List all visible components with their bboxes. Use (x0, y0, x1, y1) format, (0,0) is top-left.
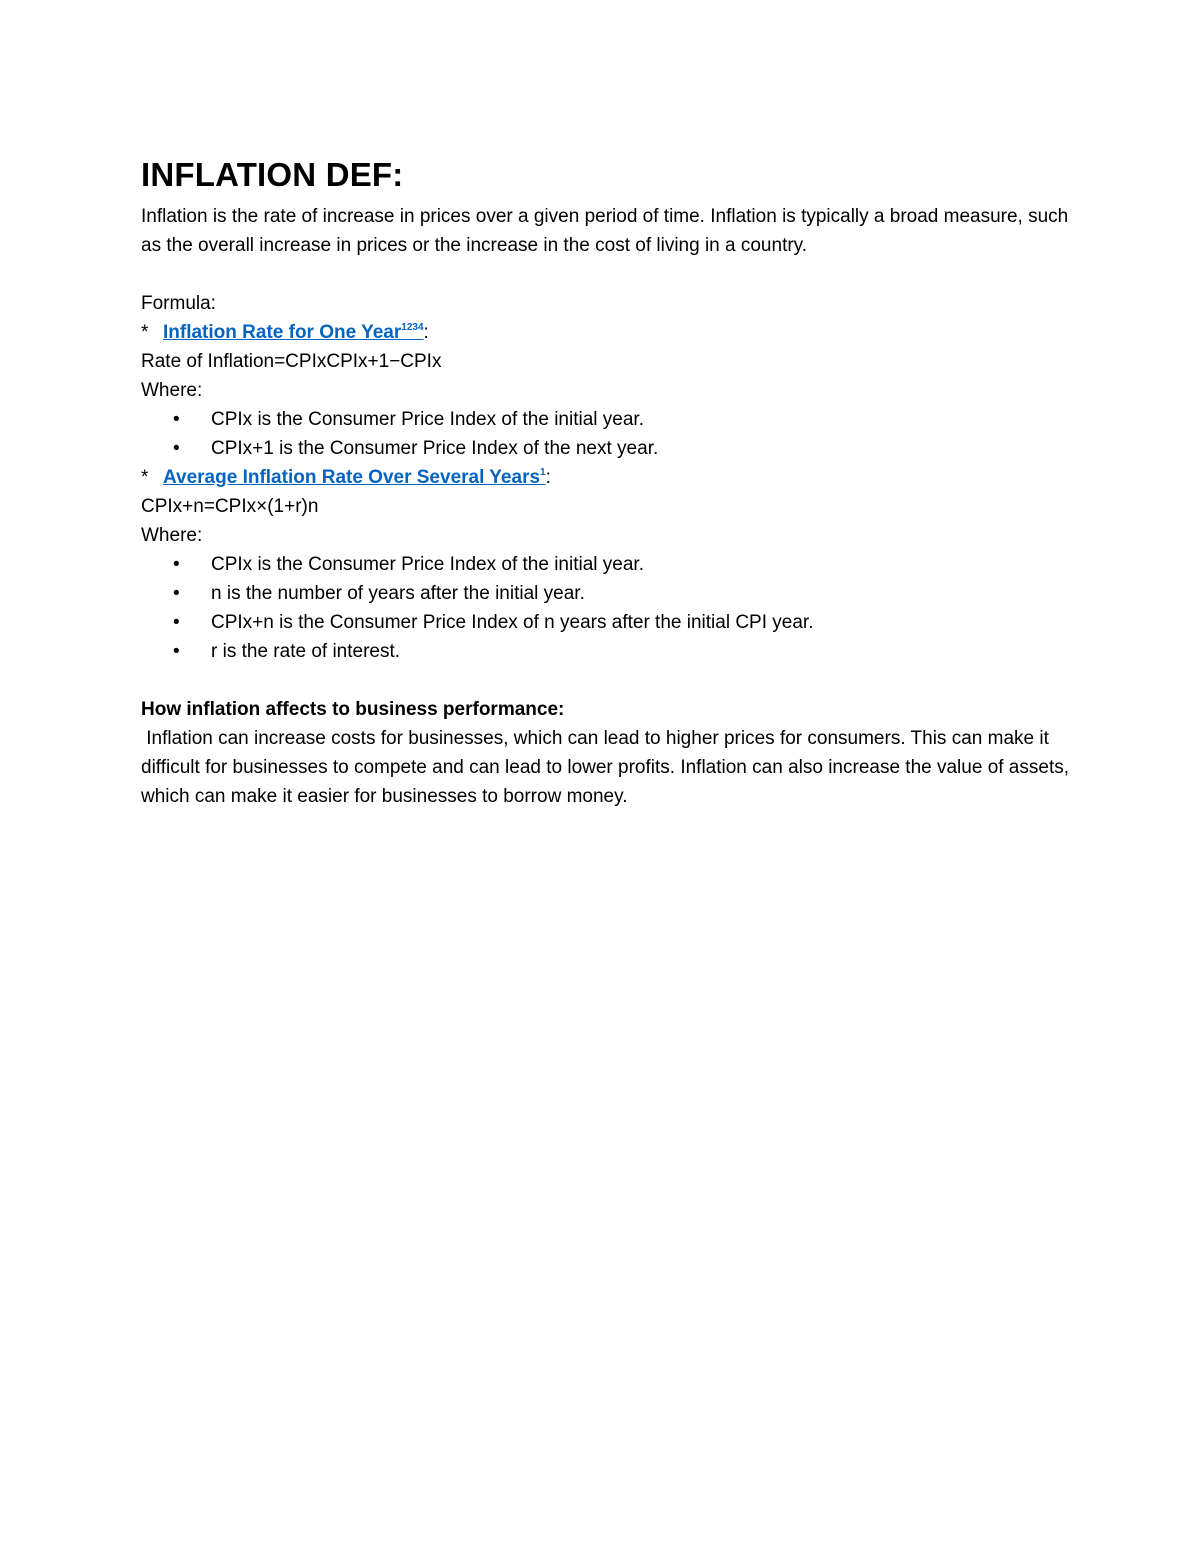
colon: : (545, 467, 551, 488)
list-item (141, 637, 1071, 666)
list-item (141, 608, 1071, 637)
definition-paragraph: Inflation is the rate of increase in prices over a given period of time. Inflation is typically a broad measure, such as the overall increase in prices or the increase in the cost of living in a country. (141, 206, 1069, 256)
section2-title-line (141, 463, 1071, 492)
spacer (141, 260, 1071, 289)
business-heading: How inflation affects to business performance: (141, 699, 565, 720)
bullet-icon: • (173, 583, 180, 604)
section2-equation: CPIx+n=CPIx×(1+r)n (141, 496, 319, 517)
footnote-reference[interactable]: 1 (540, 467, 546, 478)
list-item (141, 405, 1071, 434)
section1-where: Where: (141, 380, 203, 401)
section1-bullet-list (141, 405, 1071, 463)
list-item-text: r is the rate of interest. (211, 641, 401, 662)
list-item-text: CPIx+n is the Consumer Price Index of n years after the initial CPI year. (211, 612, 814, 633)
asterisk-marker: * (141, 467, 149, 488)
colon: : (423, 322, 429, 343)
footnote-reference[interactable]: 1234 (401, 322, 424, 333)
average-inflation-rate-link[interactable] (163, 467, 546, 488)
inflation-rate-one-year-link[interactable] (163, 322, 424, 343)
bullet-icon: • (173, 438, 180, 459)
bullet-icon: • (173, 612, 180, 633)
section1-equation: Rate of Inflation=CPIxCPIx+1−CPIx (141, 351, 442, 372)
list-item-text: CPIx+1 is the Consumer Price Index of the next year. (211, 438, 659, 459)
section1-title-line (141, 318, 1071, 347)
bullet-icon: • (173, 409, 180, 430)
list-item (141, 434, 1071, 463)
document-page (141, 150, 1075, 811)
section2-bullet-list (141, 550, 1071, 666)
page-title: INFLATION DEF: (141, 156, 404, 193)
list-item (141, 550, 1071, 579)
asterisk-marker: * (141, 322, 149, 343)
spacer (141, 666, 1071, 695)
formula-label: Formula: (141, 293, 216, 314)
bullet-icon: • (173, 554, 180, 575)
list-item-text: CPIx is the Consumer Price Index of the initial year. (211, 554, 644, 575)
business-paragraph: Inflation can increase costs for businesses, which can lead to higher prices for consumers. This can make it difficult for businesses to compete and can lead to lower profits. Inflation can also increase the value of assets, which can make it easier for businesses to borrow money. (141, 728, 1075, 807)
list-item-text: CPIx is the Consumer Price Index of the initial year. (211, 409, 644, 430)
link-text: Average Inflation Rate Over Several Years (163, 467, 541, 488)
bullet-icon: • (173, 641, 180, 662)
list-item-text: n is the number of years after the initial year. (211, 583, 585, 604)
link-text: Inflation Rate for One Year (163, 322, 402, 343)
list-item (141, 579, 1071, 608)
section2-where: Where: (141, 525, 203, 546)
